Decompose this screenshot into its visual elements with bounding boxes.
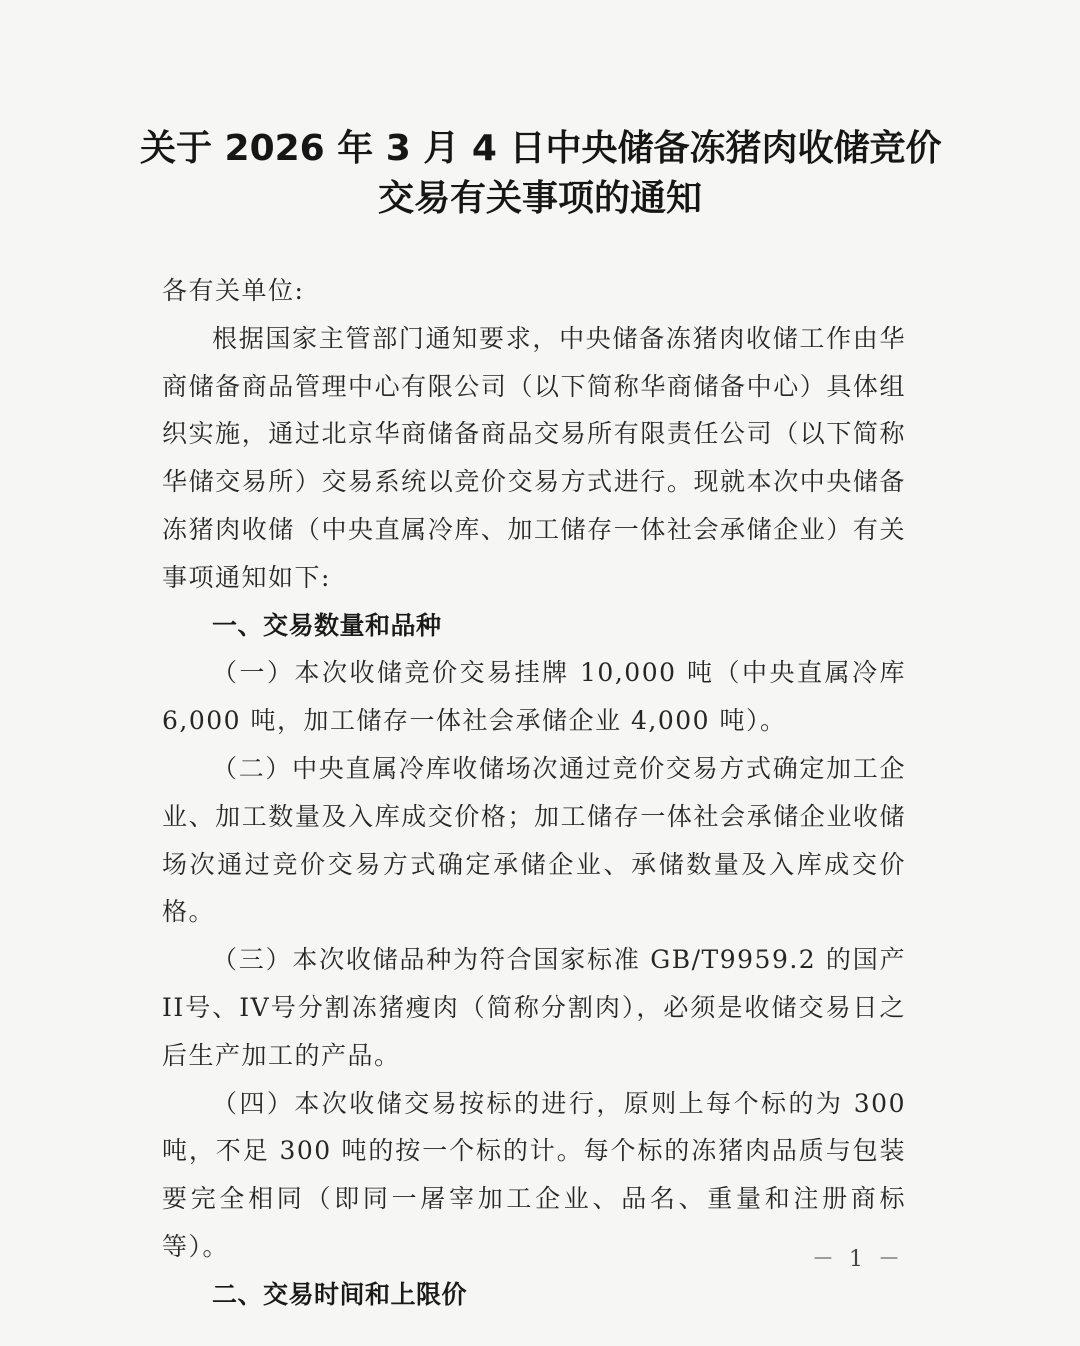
section-heading-2: 二、交易时间和上限价 (212, 1279, 468, 1309)
title-line-1: 关于 2026 年 3 月 4 日中央储备冻猪肉收储竞价 (140, 128, 942, 169)
section-1-item-4: （四）本次收储交易按标的进行，原则上每个标的为 300 吨，不足 300 吨的按一个标的计。每个标的冻猪肉品质与包装要完全相同（即同一屠宰加工企业、品名、重量和注册商标等）。 (162, 1088, 906, 1261)
intro-paragraph: 根据国家主管部门通知要求，中央储备冻猪肉收储工作由华商储备商品管理中心有限公司（以下简称华商储备中心）具体组织实施，通过北京华商储备商品交易所有限责任公司（以下简称华储交易所）交易系统以竞价交易方式进行。现就本次中央储备冻猪肉收储（中央直属冷库、加工储存一体社会承储企业）有关事项通知如下: (162, 323, 906, 592)
document-title (140, 124, 940, 224)
section-1-item-1: （一）本次收储竞价交易挂牌 10,000 吨（中央直属冷库 6,000 吨，加工储存一体社会承储企业 4,000 吨）。 (162, 658, 906, 736)
title-line-2: 交易有关事项的通知 (377, 178, 702, 219)
salutation: 各有关单位: (162, 276, 305, 305)
document-body (162, 267, 906, 1319)
section-1-item-3: （三）本次收储品种为符合国家标准 GB/T9959.2 的国产II号、IV号分割冻猪瘦肉（简称分割肉），必须是收储交易日之后生产加工的产品。 (162, 945, 906, 1070)
page-number: － 1 － (812, 1247, 904, 1272)
section-heading-1: 一、交易数量和品种 (212, 610, 442, 640)
section-1-item-2: （二）中央直属冷库收储场次通过竞价交易方式确定加工企业、加工数量及入库成交价格；加工储存一体社会承储企业收储场次通过竞价交易方式确定承储企业、承储数量及入库成交价格。 (162, 753, 906, 927)
